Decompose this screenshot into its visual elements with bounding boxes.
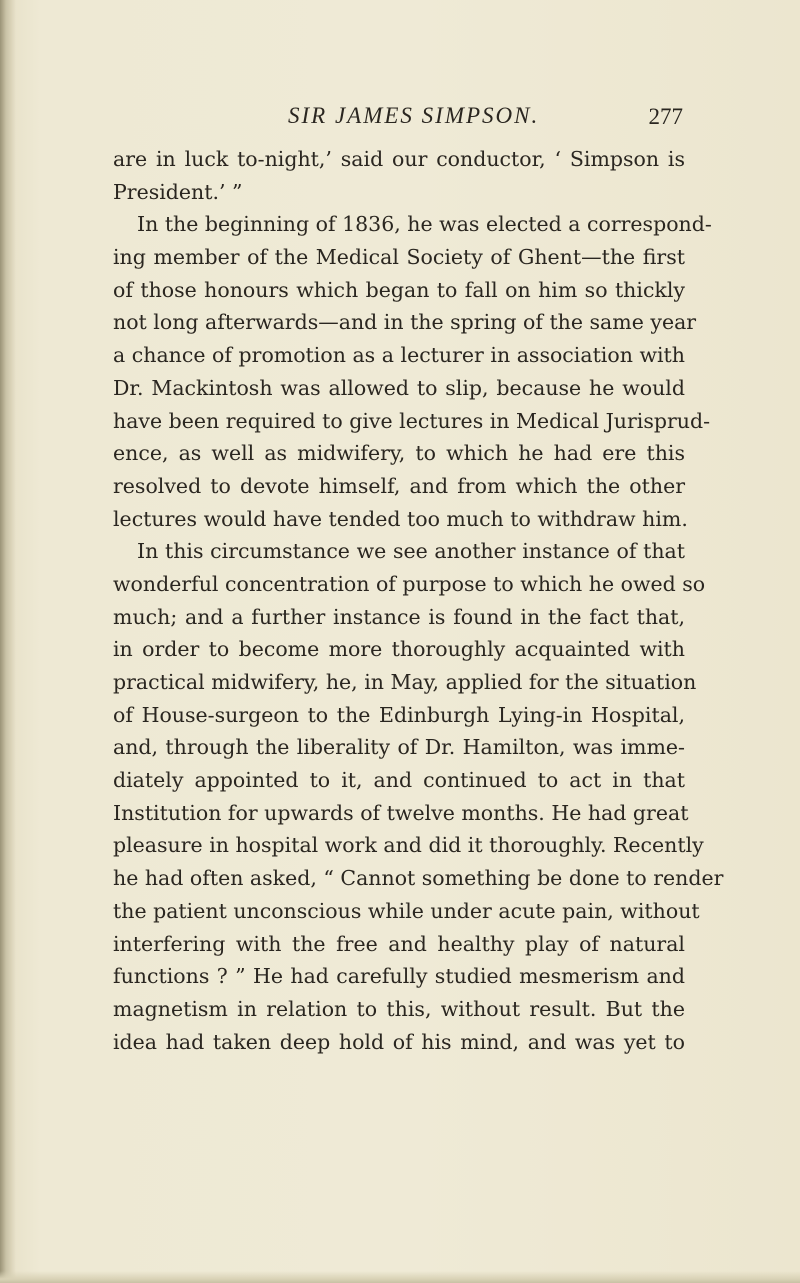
text-line: magnetism in relation to this, without result. But the — [113, 996, 685, 1021]
text-line: and, through the liberality of Dr. Hamilton, was imme- — [113, 735, 685, 760]
text-line: a chance of promotion as a lecturer in association with — [113, 343, 685, 368]
text-line: functions ? ” He had carefully studied mesmerism and — [113, 964, 685, 989]
text-line: interfering with the free and healthy play of natural — [113, 931, 685, 956]
running-head — [113, 103, 683, 133]
text-line: President.’ ” — [113, 179, 243, 204]
text-line: lectures would have tended too much to withdraw him. — [113, 506, 688, 531]
text-line: of those honours which began to fall on him so thickly — [113, 277, 685, 302]
text-line: not long afterwards—and in the spring of the same year — [113, 310, 697, 335]
text-line: have been required to give lectures in Medical Jurisprud- — [113, 408, 711, 433]
text-line: diately appointed to it, and continued to act in that — [113, 768, 685, 793]
running-head-title: SIR JAMES SIMPSON. — [288, 103, 540, 128]
text-line: Dr. Mackintosh was allowed to slip, because he would — [113, 375, 685, 400]
text-line: in order to become more thoroughly acquainted with — [113, 637, 685, 662]
text-line: much; and a further instance is found in the fact that, — [113, 604, 685, 629]
text-line: ing member of the Medical Society of Ghent—the first — [113, 245, 685, 270]
page-bottom-edge — [0, 1271, 800, 1283]
text-line: ence, as well as midwifery, to which he had ere this — [113, 441, 685, 466]
page-number: 277 — [648, 104, 683, 129]
text-line: of House-surgeon to the Edinburgh Lying-in Hospital, — [113, 702, 685, 727]
text-line: In this circumstance we see another instance of that — [137, 539, 685, 564]
page-binding-edge — [0, 0, 16, 1283]
text-line: are in luck to-night,’ said our conductor, ‘ Simpson is — [113, 147, 685, 171]
body-text — [113, 143, 724, 1058]
text-line: he had often asked, “ Cannot something be done to render — [113, 866, 724, 891]
text-line: Institution for upwards of twelve months. He had great — [113, 800, 689, 825]
text-line: idea had taken deep hold of his mind, and was yet to — [113, 1029, 685, 1054]
text-line: wonderful concentration of purpose to which he owed so — [113, 571, 706, 596]
text-line: practical midwifery, he, in May, applied for the situation — [113, 670, 697, 694]
text-line: the patient unconscious while under acute pain, without — [113, 898, 700, 923]
text-line: In the beginning of 1836, he was elected a correspond- — [137, 212, 712, 237]
text-line: resolved to devote himself, and from which the other — [113, 473, 685, 498]
text-line: pleasure in hospital work and did it thoroughly. Recently — [113, 833, 704, 858]
